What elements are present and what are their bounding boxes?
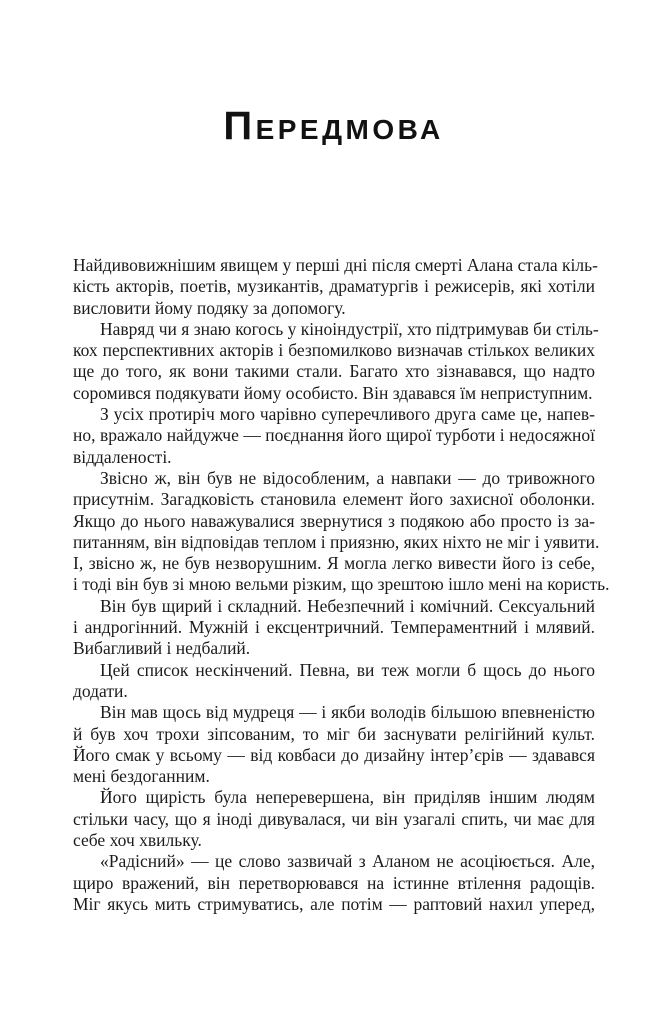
paragraph — [73, 702, 595, 787]
text-line: І, звісно ж, не був незворушним. Я могла легко вивести його із себе, — [73, 553, 595, 574]
text-line: стільки часу, що я іноді дивувалася, чи він узагалі спить, чи має для — [73, 808, 595, 829]
text-line: присутнім. Загадковість становила елемент його захисної оболонки. — [73, 489, 595, 510]
text-line: З усіх протиріч мого чарівно суперечливого друга саме це, напев- — [100, 404, 595, 425]
paragraph — [73, 787, 595, 851]
text-line: Його щирість була неперевершена, він приділяв іншим людям — [100, 787, 595, 808]
body-text — [73, 255, 610, 915]
text-line: мені бездоганним. — [73, 766, 210, 787]
text-line: Найдивовижнішим явищем у перші дні після смерті Алана стала кіль- — [73, 255, 598, 275]
text-line: Звісно ж, він був не відособленим, а навпаки — до тривожного — [100, 467, 595, 488]
text-line: Він мав щось від мудреця — і якби володів більшою впевненістю — [100, 702, 595, 723]
text-line: соромився подякувати йому особисто. Він здавався їм неприступним. — [73, 382, 593, 403]
text-line: питанням, він відповідав теплом і приязню, яких ніхто не міг і уявити. — [73, 531, 600, 552]
text-line: віддаленості. — [73, 446, 172, 467]
text-line: і тоді він був зі мною вельми різким, що зрештою ішло мені на користь. — [73, 574, 610, 595]
text-line: висловити йому подяку за допомогу. — [73, 297, 346, 318]
text-line: Його смак у всьому — від ковбаси до дизайну інтер’єрів — здавався — [73, 744, 595, 765]
text-line: Міг якусь мить стримуватись, але потім — раптовий нахил уперед, — [73, 893, 595, 914]
text-line: себе хоч хвильку. — [73, 830, 202, 851]
text-line: додати. — [73, 680, 128, 701]
text-line: кість акторів, поетів, музикантів, драматургів і режисерів, які хотіли — [73, 276, 595, 297]
chapter-title: ПЕРЕДМОВА — [223, 104, 444, 148]
text-line: й був хоч трохи зіпсованим, то міг би заснувати релігійний культ. — [73, 723, 595, 744]
text-line: ще до того, як вони такими стали. Багато хто зізнавався, що надто — [73, 361, 595, 382]
text-line: Він був щирий і складний. Небезпечний і комічний. Сексуальний — [100, 595, 595, 616]
text-line: кох перспективних акторів і безпомилково визначав стількох великих — [73, 340, 595, 361]
paragraph — [73, 255, 598, 319]
text-line: Цей список нескінчений. Певна, ви теж могли б щось до нього — [100, 659, 595, 680]
text-line: Якщо до нього наважувалися звернутися з подякою або просто із за- — [73, 510, 595, 531]
paragraph — [73, 318, 599, 404]
text-line: но, вражало найдужче — поєднання його щирої турботи і недосяжної — [73, 425, 595, 446]
paragraph — [73, 851, 595, 915]
text-line: Вибагливий і недбалий. — [73, 638, 251, 659]
text-line: Навряд чи я знаю когось у кіноіндустрії, хто підтримував би стіль- — [100, 318, 599, 339]
paragraph — [73, 404, 595, 468]
text-line: щиро вражений, він перетворювався на істинне втілення радощів. — [73, 872, 595, 893]
paragraph — [73, 660, 595, 703]
text-line: і андрогінний. Мужній і ексцентричний. Темпераментний і млявий. — [73, 617, 595, 638]
paragraph — [73, 596, 595, 660]
paragraph — [73, 467, 610, 596]
text-line: «Радісний» — це слово зазвичай з Аланом не асоціюється. Але, — [100, 851, 595, 872]
